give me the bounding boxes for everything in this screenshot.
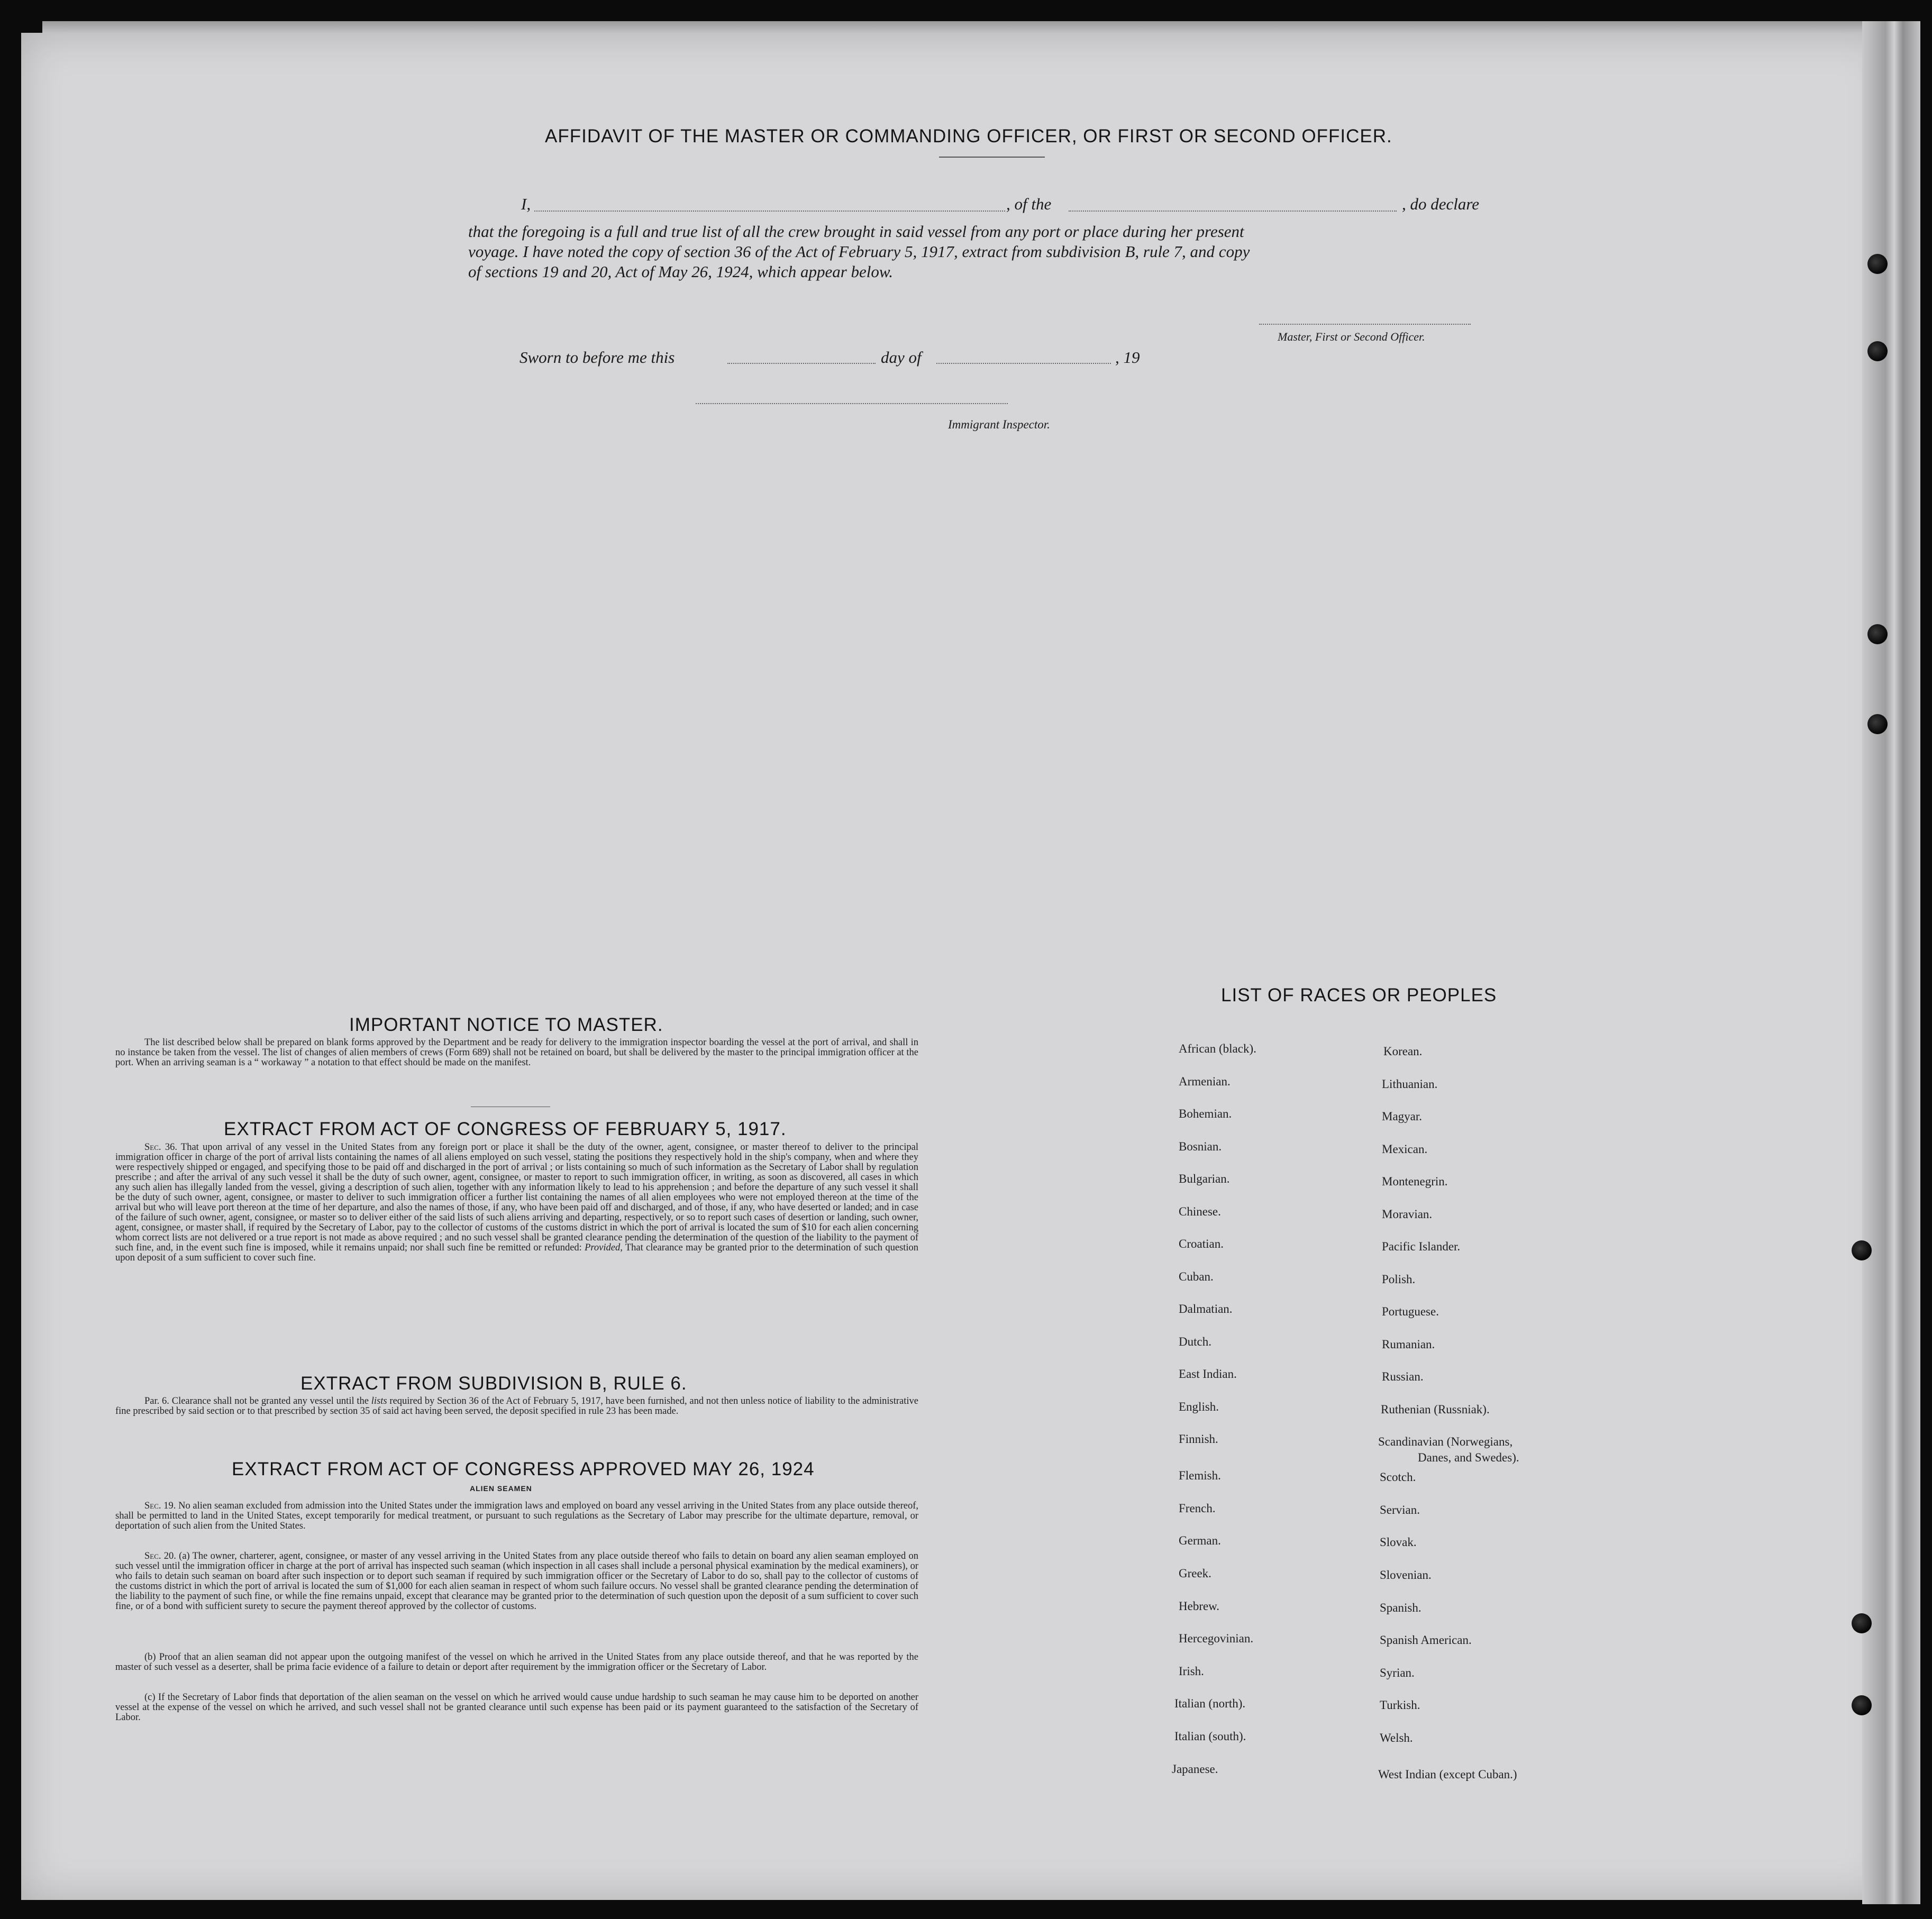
binding-hole <box>1852 1695 1872 1715</box>
inspector-signature-line[interactable] <box>696 403 1008 404</box>
sec-36-provided: Provided, <box>585 1242 623 1253</box>
race-item: Slovenian. <box>1380 1568 1432 1582</box>
alien-seamen-subtitle: ALIEN SEAMEN <box>470 1484 532 1493</box>
race-item: Flemish. <box>1179 1469 1221 1482</box>
race-item: Scandinavian (Norwegians, <box>1378 1435 1513 1448</box>
notice-text: The list described below shall be prepared on blank forms approved by the Department and be ready for delivery to the immigration inspector boarding the vessel at the port of arrival, and shall in no instance be taken from the vessel. The list of changes of alien members of crews (Form 689) shall not be retained on board, but shall be delivered by the master to the principal immigration officer at the port. When an arriving seaman is a “ workaway ” a notation to that effect should be made on the manifest. <box>115 1037 918 1068</box>
binding-hole <box>1852 1613 1872 1633</box>
binding-hole <box>1852 1240 1872 1260</box>
race-item: Bosnian. <box>1179 1140 1222 1153</box>
affidavit-i: I, <box>521 195 531 213</box>
races-title: LIST OF RACES OR PEOPLES <box>1221 985 1497 1006</box>
sec-36-label: Sec. 36. <box>144 1142 177 1153</box>
race-item: Polish. <box>1382 1273 1416 1286</box>
race-item: Irish. <box>1179 1665 1204 1678</box>
race-item: African (black). <box>1179 1042 1256 1055</box>
document-page <box>21 33 1889 1900</box>
race-item: Chinese. <box>1179 1205 1221 1218</box>
race-item: Dutch. <box>1179 1335 1211 1348</box>
rule6-text-a: Par. 6. Clearance shall not be granted any vessel until the <box>144 1396 369 1406</box>
sec-19-body: No alien seaman excluded from admission into the United States under the immigration laws and employed on board any vessel arriving in the United States from any place outside thereof, shall be permitted to land in the United States, except temporarily for medical treatment, or pursuant to such regulations as the Secretary of Labor may prescribe for the ultimate departure, removal, or deportation of such alien from the United States. <box>115 1501 919 1531</box>
race-item: German. <box>1179 1534 1221 1547</box>
sec-19-label: Sec. 19. <box>144 1501 176 1511</box>
race-item: Scotch. <box>1380 1470 1416 1484</box>
race-item: Moravian. <box>1382 1208 1433 1221</box>
sec-20a-body: (a) The owner, charterer, agent, consignee, or master of any vessel arriving in the United States from any place outside thereof who fails to detain on board any alien seaman employed on such vessel until the immigration officer in charge at the port of arrival has inspected such seaman (which inspection in all cases shall include a personal physical examination by the medical examiners), or who fails to detain such seaman on board after such inspection or to deport such seaman if required by such immigration officer or the Secretary of Labor to do so, shall pay to the collector of customs of the customs district in which the port of arrival is located the sum of $1,000 for each alien seaman in respect of whom such failure occurs. No vessel shall be granted clearance pending the determination of the liability to the payment of such fine, or while the fine remains unpaid, except that clearance may be granted prior to the determination of such question upon the deposit of a sum sufficient to cover such fine, or of a bond with sufficient surety to secure the payment thereof approved by the collector of customs. <box>115 1551 918 1612</box>
race-item: Italian (north). <box>1174 1697 1246 1710</box>
race-item: Greek. <box>1179 1567 1211 1580</box>
extract-1917-text <box>115 1143 918 1263</box>
affidavit-declare: , do declare <box>1402 195 1480 213</box>
race-item: Bulgarian. <box>1179 1172 1230 1185</box>
rule6-lists: lists <box>371 1396 387 1406</box>
race-item: Bohemian. <box>1179 1107 1232 1120</box>
vessel-name-blank[interactable] <box>1069 211 1397 212</box>
inspector-label: Immigrant Inspector. <box>948 418 1050 431</box>
race-item: Cuban. <box>1179 1270 1214 1283</box>
sworn-day-of: day of <box>881 348 922 367</box>
race-item: West Indian (except Cuban.) <box>1378 1768 1517 1781</box>
race-item: Portuguese. <box>1382 1305 1439 1318</box>
race-item: Hercegovinian. <box>1179 1632 1254 1645</box>
binding-hole <box>1867 624 1888 644</box>
race-item: Pacific Islander. <box>1382 1240 1461 1253</box>
race-item: Lithuanian. <box>1382 1077 1438 1091</box>
race-item: Armenian. <box>1179 1075 1231 1088</box>
sworn-month-blank[interactable] <box>936 363 1111 364</box>
sec-20a-text <box>115 1551 918 1612</box>
sec-36-body: That upon arrival of any vessel in the United States from any foreign port or place it shall be the duty of the owner, agent, consignee, or master thereof to deliver to the principal immigration officer in charge of the port of arrival lists containing the names of all aliens employed on such vessel, stating the positions they respectively hold in the ship's company, when and where they were respectively shipped or engaged, and specifying those to be paid off and discharged in the port of arrival ; or lists containing so much of such information as the Secretary of Labor shall by regulation prescribe ; and after the arrival of any such vessel it shall be the duty of such owner, agent, consignee, or master to report to such immigration officer, in writing, as soon as discovered, all cases in which any such alien has illegally landed from the vessel, giving a description of such alien, together with any information likely to lead to his apprehension ; and before the departure of any such vessel it shall be the duty of such owner, agent, consignee, or master to deliver to such immigration officer a further list containing the names of all alien employees who were not employed thereon at the time of the arrival but who will leave port thereon at the time of her departure, and also the names of those, if any, who have been paid off and discharged, and of those, if any, who have deserted or landed; and in case of the failure of such owner, agent, consignee, or master so to deliver either of the said lists of such aliens arriving and departing, respectively, or so to report such cases of desertion or landing, such owner, agent, consignee, or master shall, if required by the Secretary of Labor, pay to the collector of customs of the customs district in which the port of arrival is located the sum of $10 for each alien concerning whom correct lists are not delivered or a true report is not made as above required ; and no such vessel shall be granted clearance pending the determination of the question of the liability to the payment of such fine, and, in the event such fine is imposed, while it remains unpaid; nor shall such fine be remitted or refunded: <box>115 1142 919 1253</box>
extract-1917-title: EXTRACT FROM ACT OF CONGRESS OF FEBRUARY 5, 1917. <box>224 1119 787 1139</box>
sworn-year: , 19 <box>1115 348 1140 367</box>
sec-19-text <box>115 1501 918 1531</box>
binding-hole <box>1867 714 1888 734</box>
sworn-prefix: Sworn to before me this <box>520 348 675 367</box>
sec-20b-text: (b) Proof that an alien seaman did not appear upon the outgoing manifest of the vessel on which he arrived in the United States from any place outside thereof, and that he was reported by the master of such vessel as a deserter, shall be prima facie evidence of a failure to detain or deport after requirement by the immigration officer or the Secretary of Labor. <box>115 1652 918 1673</box>
race-item: Mexican. <box>1382 1143 1428 1156</box>
race-item: Hebrew. <box>1179 1600 1220 1613</box>
race-item: French. <box>1179 1502 1216 1515</box>
rule6-text <box>115 1396 918 1417</box>
race-item: Servian. <box>1380 1503 1420 1516</box>
race-item: Montenegrin. <box>1382 1175 1448 1188</box>
master-signature-line[interactable] <box>1259 324 1471 325</box>
race-item: Japanese. <box>1172 1762 1218 1776</box>
race-item: Spanish American. <box>1380 1633 1472 1647</box>
binding-hole <box>1867 254 1888 274</box>
race-item: Croatian. <box>1179 1237 1224 1250</box>
race-item: Slovak. <box>1380 1536 1417 1549</box>
race-item: Korean. <box>1383 1045 1423 1058</box>
race-item: Russian. <box>1382 1370 1424 1383</box>
race-item: Turkish. <box>1380 1698 1420 1712</box>
rule6-text-b: required by Section 36 of the Act of February 5, 1917, have been furnished, and not then unless notice of liability to the administrative fine prescribed by said section or to that prescribed by section 35 of said act having been served, the deposit specified in rule 23 has been made. <box>115 1396 918 1417</box>
race-item: Rumanian. <box>1382 1338 1435 1351</box>
affidavit-line2: that the foregoing is a full and true list of all the crew brought in said vessel from any port or place during her present <box>468 222 1244 241</box>
sworn-day-blank[interactable] <box>727 363 876 364</box>
race-item: Italian (south). <box>1174 1730 1246 1743</box>
affiant-name-blank[interactable] <box>534 211 1005 212</box>
sec-20-label: Sec. 20. <box>144 1551 176 1561</box>
affidavit-title-rule <box>939 157 1045 158</box>
race-item: Dalmatian. <box>1179 1302 1233 1315</box>
sec-36-end: That clearance may be granted prior to the determination of such question upon deposit of a sum sufficient to cover such fine. <box>115 1242 919 1263</box>
race-item: Spanish. <box>1380 1601 1421 1614</box>
race-item: Welsh. <box>1380 1731 1413 1744</box>
race-item: Syrian. <box>1380 1666 1415 1679</box>
notice-title: IMPORTANT NOTICE TO MASTER. <box>349 1015 663 1035</box>
affidavit-line4: of sections 19 and 20, Act of May 26, 1924, which appear below. <box>468 262 894 281</box>
binding-hole <box>1867 341 1888 361</box>
sec-20c-text: (c) If the Secretary of Labor finds that deportation of the alien seaman on the vessel on which he arrived would cause undue hardship to such seaman he may cause him to be deported on another vessel at the expense of the vessel on which he arrived, and such vessel shall not be granted clearance until such expense has been paid or its payment guaranteed to the satisfaction of the Secretary of Labor. <box>115 1692 918 1723</box>
race-item: East Indian. <box>1179 1367 1237 1381</box>
affidavit-line3: voyage. I have noted the copy of section 36 of the Act of February 5, 1917, extract from subdivision B, rule 7, and copy <box>468 242 1250 261</box>
race-item: Danes, and Swedes). <box>1418 1451 1519 1464</box>
affidavit-of-the: , of the <box>1006 195 1052 213</box>
race-item: English. <box>1179 1400 1219 1413</box>
extract-1924-title: EXTRACT FROM ACT OF CONGRESS APPROVED MAY 26, 1924 <box>232 1459 815 1479</box>
affidavit-title: AFFIDAVIT OF THE MASTER OR COMMANDING OFFICER, OR FIRST OR SECOND OFFICER. <box>545 126 1392 147</box>
race-item: Finnish. <box>1179 1432 1218 1446</box>
rule6-title: EXTRACT FROM SUBDIVISION B, RULE 6. <box>300 1373 687 1394</box>
master-signature-label: Master, First or Second Officer. <box>1278 330 1425 343</box>
race-item: Ruthenian (Russniak). <box>1381 1403 1490 1416</box>
race-item: Magyar. <box>1382 1110 1423 1123</box>
